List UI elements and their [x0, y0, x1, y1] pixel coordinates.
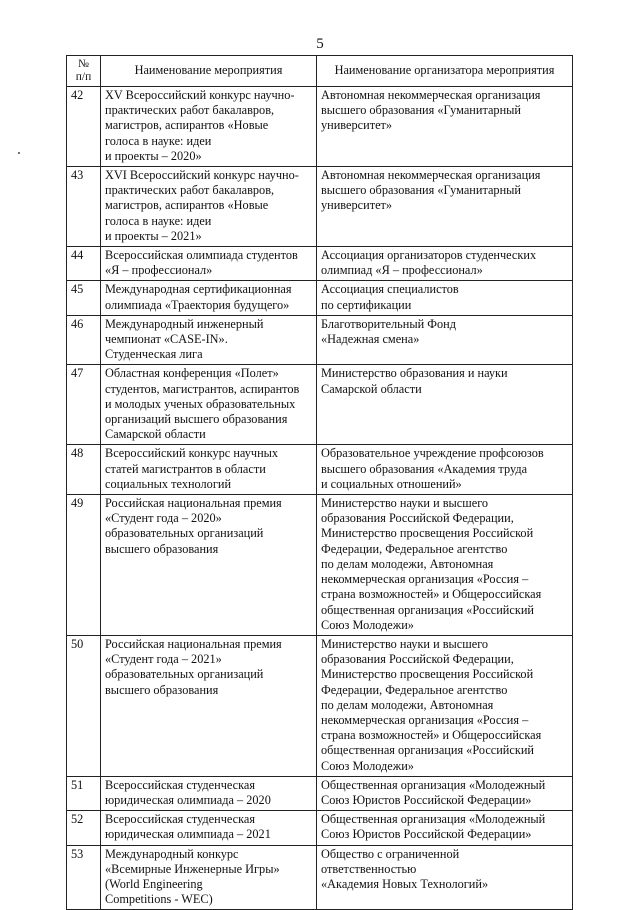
row-number: 43: [67, 167, 101, 247]
event-name: XVI Всероссийский конкурс научно- практических работ бакалавров, магистров, аспирантов «Новые голоса в науке: идеи и проекты – 2021»: [101, 167, 317, 247]
event-name: Всероссийская студенческая юридическая олимпиада – 2020: [101, 776, 317, 810]
row-number: 52: [67, 811, 101, 845]
event-name: Областная конференция «Полет» студентов, магистрантов, аспирантов и молодых ученых образовательных организаций высшего образования Самарской области: [101, 365, 317, 445]
event-name: XV Всероссийский конкурс научно- практических работ бакалавров, магистров, аспирантов «Новые голоса в науке: идеи и проекты – 2020»: [101, 87, 317, 167]
event-name: Всероссийская олимпиада студентов «Я – профессионал»: [101, 247, 317, 281]
table-row: [67, 845, 573, 910]
organizer-name: Образовательное учреждение профсоюзов высшего образования «Академия труда и социальных отношений»: [317, 445, 573, 495]
table-row: [67, 167, 573, 247]
row-number: 42: [67, 87, 101, 167]
event-name: Российская национальная премия «Студент года – 2021» образовательных организаций высшего образования: [101, 635, 317, 776]
event-name: Всероссийский конкурс научных статей магистрантов в области социальных технологий: [101, 445, 317, 495]
organizer-name: Автономная некоммерческая организация высшего образования «Гуманитарный университет»: [317, 87, 573, 167]
organizer-name: Автономная некоммерческая организация высшего образования «Гуманитарный университет»: [317, 167, 573, 247]
event-name: Международная сертификационная олимпиада «Траектория будущего»: [101, 281, 317, 315]
page-number: 5: [316, 36, 324, 52]
organizer-name: Министерство образования и науки Самарской области: [317, 365, 573, 445]
row-number: 51: [67, 776, 101, 810]
header-organizer: Наименование организатора мероприятия: [317, 56, 573, 87]
table-row: [67, 87, 573, 167]
event-name: Международный конкурс «Всемирные Инженерные Игры» (World Engineering Competitions - WEC): [101, 845, 317, 910]
table-row: [67, 365, 573, 445]
table-row: [67, 281, 573, 315]
header-number: № п/п: [67, 56, 101, 87]
row-number: 45: [67, 281, 101, 315]
organizer-name: Благотворительный Фонд «Надежная смена»: [317, 315, 573, 365]
organizer-name: Министерство науки и высшего образования Российской Федерации, Министерство просвещения Российской Федерации, Федеральное агентство по делам молодежи, Автономная некоммерческая организация «Россия – страна возможностей» и Общероссийская общественная организация «Российский Союз Молодежи»: [317, 495, 573, 636]
table-row: [67, 247, 573, 281]
organizer-name: Общество с ограниченной ответственностью «Академия Новых Технологий»: [317, 845, 573, 910]
row-number: 48: [67, 445, 101, 495]
row-number: 53: [67, 845, 101, 910]
row-number: 49: [67, 495, 101, 636]
row-number: 44: [67, 247, 101, 281]
table-row: [67, 635, 573, 776]
table-row: [67, 445, 573, 495]
organizer-name: Общественная организация «Молодежный Союз Юристов Российской Федерации»: [317, 776, 573, 810]
table-row: [67, 811, 573, 845]
row-number: 50: [67, 635, 101, 776]
row-number: 47: [67, 365, 101, 445]
organizer-name: Ассоциация организаторов студенческих олимпиад «Я – профессионал»: [317, 247, 573, 281]
row-number: 46: [67, 315, 101, 365]
event-name: Всероссийская студенческая юридическая олимпиада – 2021: [101, 811, 317, 845]
event-name: Международный инженерный чемпионат «CASE-IN». Студенческая лига: [101, 315, 317, 365]
event-name: Российская национальная премия «Студент года – 2020» образовательных организаций высшего образования: [101, 495, 317, 636]
organizer-name: Общественная организация «Молодежный Союз Юристов Российской Федерации»: [317, 811, 573, 845]
table-row: [67, 776, 573, 810]
table-row: [67, 495, 573, 636]
scan-speck: [18, 152, 20, 154]
table-header-row: [67, 56, 573, 87]
header-event-name: Наименование мероприятия: [101, 56, 317, 87]
organizer-name: Ассоциация специалистов по сертификации: [317, 281, 573, 315]
table-row: [67, 315, 573, 365]
organizer-name: Министерство науки и высшего образования Российской Федерации, Министерство просвещения Российской Федерации, Федеральное агентство по делам молодежи, Автономная некоммерческая организация «Россия – страна возможностей» и Общероссийская общественная организация «Российский Союз Молодежи»: [317, 635, 573, 776]
events-table: [66, 55, 573, 910]
